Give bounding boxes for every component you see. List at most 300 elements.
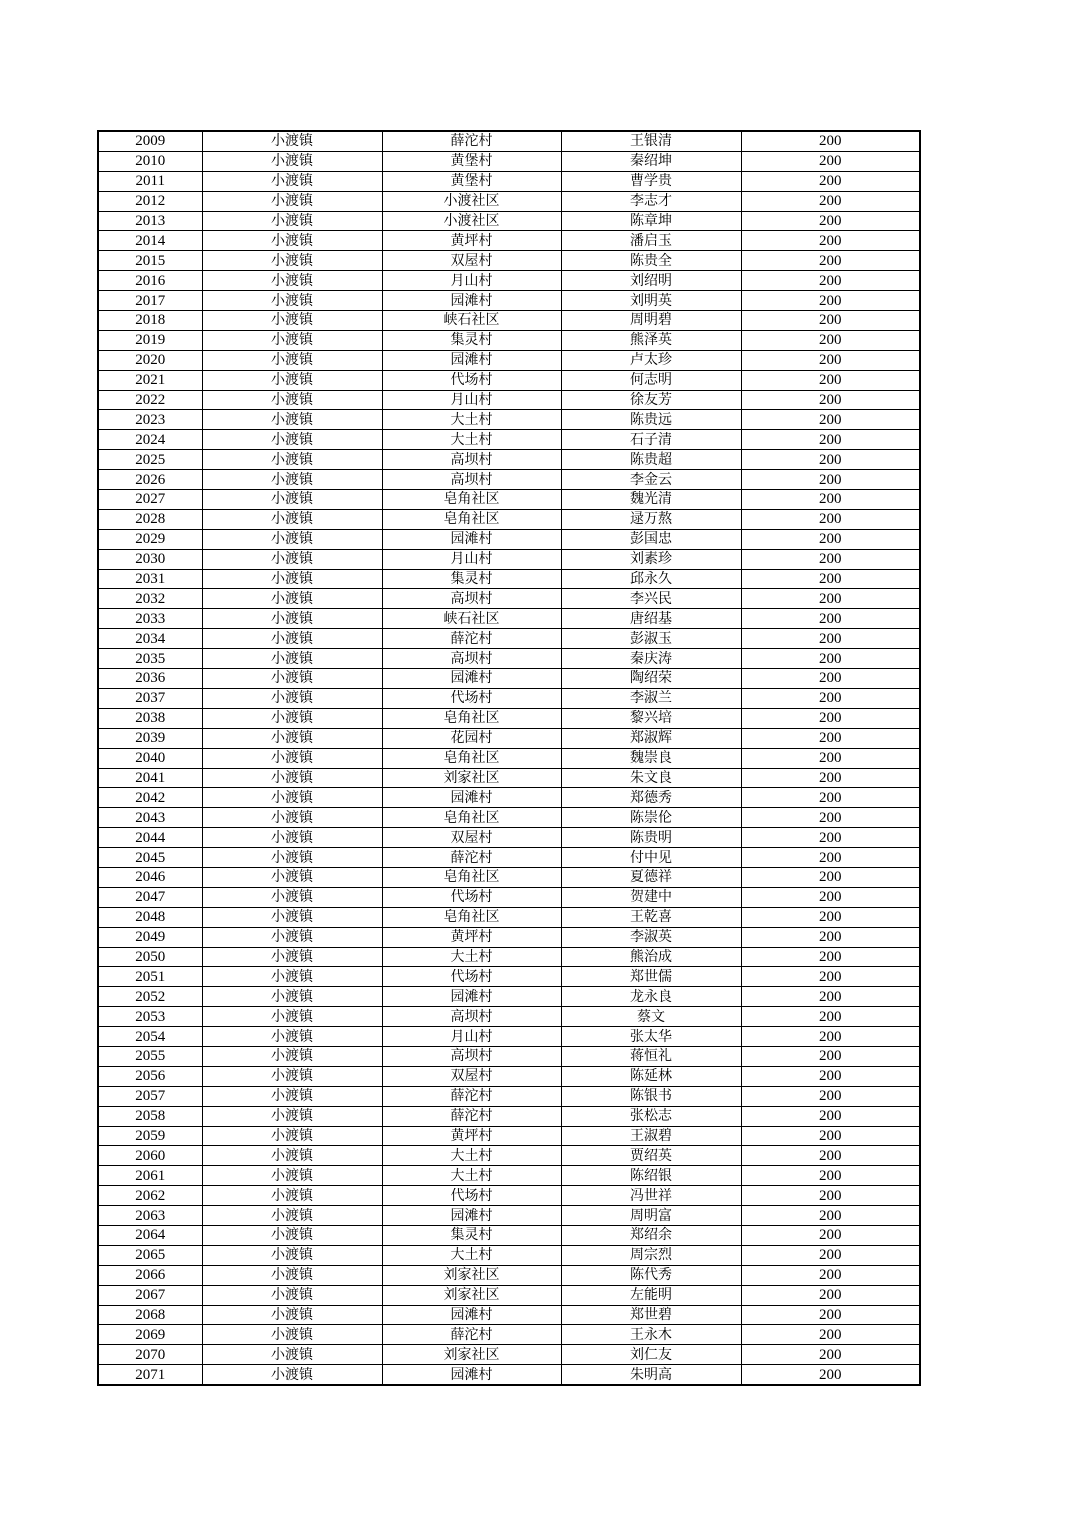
table-row <box>98 549 920 569</box>
table-row <box>98 211 920 231</box>
name-cell: 刘素珍 <box>561 549 741 569</box>
town-cell: 小渡镇 <box>202 1265 382 1285</box>
table-row <box>98 887 920 907</box>
name-cell: 王永木 <box>561 1325 741 1345</box>
serial-number-cell: 2041 <box>98 768 202 788</box>
amount-cell: 200 <box>741 688 920 708</box>
table-row <box>98 1206 920 1226</box>
town-cell: 小渡镇 <box>202 828 382 848</box>
name-cell: 魏崇良 <box>561 748 741 768</box>
amount-cell: 200 <box>741 211 920 231</box>
village-cell: 月山村 <box>382 1027 561 1047</box>
town-cell: 小渡镇 <box>202 927 382 947</box>
amount-cell: 200 <box>741 549 920 569</box>
village-cell: 双屋村 <box>382 1066 561 1086</box>
table-row <box>98 569 920 589</box>
table-row <box>98 688 920 708</box>
serial-number-cell: 2016 <box>98 271 202 291</box>
name-cell: 郑淑辉 <box>561 728 741 748</box>
name-cell: 魏光清 <box>561 490 741 510</box>
amount-cell: 200 <box>741 191 920 211</box>
amount-cell: 200 <box>741 1066 920 1086</box>
table-row <box>98 1186 920 1206</box>
name-cell: 王乾喜 <box>561 907 741 927</box>
table-row <box>98 1046 920 1066</box>
table-row <box>98 330 920 350</box>
name-cell: 李兴民 <box>561 589 741 609</box>
table-row <box>98 1345 920 1365</box>
name-cell: 石子清 <box>561 430 741 450</box>
serial-number-cell: 2014 <box>98 231 202 251</box>
amount-cell: 200 <box>741 430 920 450</box>
amount-cell: 200 <box>741 1027 920 1047</box>
name-cell: 徐友芳 <box>561 390 741 410</box>
village-cell: 黄坪村 <box>382 927 561 947</box>
name-cell: 郑世碧 <box>561 1305 741 1325</box>
table-row <box>98 1225 920 1245</box>
amount-cell: 200 <box>741 947 920 967</box>
table-row <box>98 987 920 1007</box>
serial-number-cell: 2035 <box>98 649 202 669</box>
name-cell: 陈贵超 <box>561 450 741 470</box>
serial-number-cell: 2047 <box>98 887 202 907</box>
name-cell: 卢太珍 <box>561 350 741 370</box>
town-cell: 小渡镇 <box>202 1245 382 1265</box>
village-cell: 大土村 <box>382 430 561 450</box>
table-row <box>98 350 920 370</box>
name-cell: 郑绍余 <box>561 1225 741 1245</box>
town-cell: 小渡镇 <box>202 390 382 410</box>
serial-number-cell: 2054 <box>98 1027 202 1047</box>
serial-number-cell: 2009 <box>98 131 202 151</box>
name-cell: 刘绍明 <box>561 271 741 291</box>
town-cell: 小渡镇 <box>202 151 382 171</box>
village-cell: 双屋村 <box>382 828 561 848</box>
village-cell: 代场村 <box>382 370 561 390</box>
amount-cell: 200 <box>741 768 920 788</box>
data-table <box>97 130 921 1386</box>
serial-number-cell: 2071 <box>98 1365 202 1385</box>
serial-number-cell: 2043 <box>98 808 202 828</box>
name-cell: 陈贵明 <box>561 828 741 848</box>
village-cell: 皂角社区 <box>382 867 561 887</box>
table-row <box>98 748 920 768</box>
town-cell: 小渡镇 <box>202 1007 382 1027</box>
village-cell: 园滩村 <box>382 1305 561 1325</box>
table-row <box>98 251 920 271</box>
amount-cell: 200 <box>741 390 920 410</box>
town-cell: 小渡镇 <box>202 211 382 231</box>
name-cell: 何志明 <box>561 370 741 390</box>
village-cell: 大土村 <box>382 1245 561 1265</box>
name-cell: 郑德秀 <box>561 788 741 808</box>
village-cell: 薛沱村 <box>382 1086 561 1106</box>
town-cell: 小渡镇 <box>202 629 382 649</box>
serial-number-cell: 2064 <box>98 1225 202 1245</box>
table-row <box>98 1126 920 1146</box>
serial-number-cell: 2010 <box>98 151 202 171</box>
village-cell: 代场村 <box>382 887 561 907</box>
serial-number-cell: 2057 <box>98 1086 202 1106</box>
town-cell: 小渡镇 <box>202 887 382 907</box>
amount-cell: 200 <box>741 669 920 689</box>
serial-number-cell: 2021 <box>98 370 202 390</box>
village-cell: 皂角社区 <box>382 708 561 728</box>
amount-cell: 200 <box>741 509 920 529</box>
serial-number-cell: 2034 <box>98 629 202 649</box>
name-cell: 熊泽英 <box>561 330 741 350</box>
serial-number-cell: 2050 <box>98 947 202 967</box>
town-cell: 小渡镇 <box>202 231 382 251</box>
table-row <box>98 1285 920 1305</box>
name-cell: 彭淑玉 <box>561 629 741 649</box>
village-cell: 集灵村 <box>382 569 561 589</box>
amount-cell: 200 <box>741 410 920 430</box>
amount-cell: 200 <box>741 728 920 748</box>
village-cell: 刘家社区 <box>382 1265 561 1285</box>
town-cell: 小渡镇 <box>202 768 382 788</box>
village-cell: 园滩村 <box>382 529 561 549</box>
table-row <box>98 1365 920 1385</box>
serial-number-cell: 2055 <box>98 1046 202 1066</box>
serial-number-cell: 2070 <box>98 1345 202 1365</box>
town-cell: 小渡镇 <box>202 1086 382 1106</box>
serial-number-cell: 2046 <box>98 867 202 887</box>
amount-cell: 200 <box>741 569 920 589</box>
name-cell: 付中见 <box>561 848 741 868</box>
serial-number-cell: 2060 <box>98 1146 202 1166</box>
village-cell: 大土村 <box>382 410 561 430</box>
name-cell: 曹学贵 <box>561 171 741 191</box>
village-cell: 皂角社区 <box>382 808 561 828</box>
village-cell: 高坝村 <box>382 589 561 609</box>
village-cell: 刘家社区 <box>382 768 561 788</box>
village-cell: 集灵村 <box>382 1225 561 1245</box>
village-cell: 代场村 <box>382 688 561 708</box>
serial-number-cell: 2067 <box>98 1285 202 1305</box>
name-cell: 陈贵远 <box>561 410 741 430</box>
amount-cell: 200 <box>741 291 920 311</box>
amount-cell: 200 <box>741 589 920 609</box>
serial-number-cell: 2011 <box>98 171 202 191</box>
serial-number-cell: 2059 <box>98 1126 202 1146</box>
serial-number-cell: 2022 <box>98 390 202 410</box>
name-cell: 朱明高 <box>561 1365 741 1385</box>
serial-number-cell: 2020 <box>98 350 202 370</box>
serial-number-cell: 2066 <box>98 1265 202 1285</box>
name-cell: 刘仁友 <box>561 1345 741 1365</box>
serial-number-cell: 2019 <box>98 330 202 350</box>
town-cell: 小渡镇 <box>202 1325 382 1345</box>
town-cell: 小渡镇 <box>202 131 382 151</box>
name-cell: 蔡文 <box>561 1007 741 1027</box>
table-row <box>98 1305 920 1325</box>
town-cell: 小渡镇 <box>202 987 382 1007</box>
amount-cell: 200 <box>741 529 920 549</box>
amount-cell: 200 <box>741 748 920 768</box>
amount-cell: 200 <box>741 649 920 669</box>
table-row <box>98 410 920 430</box>
town-cell: 小渡镇 <box>202 967 382 987</box>
serial-number-cell: 2044 <box>98 828 202 848</box>
serial-number-cell: 2036 <box>98 669 202 689</box>
village-cell: 高坝村 <box>382 450 561 470</box>
serial-number-cell: 2049 <box>98 927 202 947</box>
name-cell: 朱文良 <box>561 768 741 788</box>
amount-cell: 200 <box>741 1285 920 1305</box>
town-cell: 小渡镇 <box>202 1126 382 1146</box>
amount-cell: 200 <box>741 450 920 470</box>
town-cell: 小渡镇 <box>202 1106 382 1126</box>
village-cell: 大土村 <box>382 1146 561 1166</box>
village-cell: 月山村 <box>382 390 561 410</box>
town-cell: 小渡镇 <box>202 748 382 768</box>
village-cell: 双屋村 <box>382 251 561 271</box>
amount-cell: 200 <box>741 1146 920 1166</box>
serial-number-cell: 2058 <box>98 1106 202 1126</box>
amount-cell: 200 <box>741 987 920 1007</box>
name-cell: 李淑英 <box>561 927 741 947</box>
table-row <box>98 1066 920 1086</box>
amount-cell: 200 <box>741 151 920 171</box>
name-cell: 贺建中 <box>561 887 741 907</box>
table-row <box>98 231 920 251</box>
name-cell: 王银清 <box>561 131 741 151</box>
table-row <box>98 1325 920 1345</box>
town-cell: 小渡镇 <box>202 1285 382 1305</box>
table-row <box>98 151 920 171</box>
table-row <box>98 390 920 410</box>
name-cell: 熊治成 <box>561 947 741 967</box>
amount-cell: 200 <box>741 907 920 927</box>
amount-cell: 200 <box>741 1166 920 1186</box>
town-cell: 小渡镇 <box>202 669 382 689</box>
name-cell: 唐绍基 <box>561 609 741 629</box>
name-cell: 蒋恒礼 <box>561 1046 741 1066</box>
name-cell: 陈崇伦 <box>561 808 741 828</box>
name-cell: 李金云 <box>561 470 741 490</box>
name-cell: 陈代秀 <box>561 1265 741 1285</box>
serial-number-cell: 2023 <box>98 410 202 430</box>
table-row <box>98 1166 920 1186</box>
town-cell: 小渡镇 <box>202 1345 382 1365</box>
town-cell: 小渡镇 <box>202 808 382 828</box>
table-body <box>98 131 920 1385</box>
amount-cell: 200 <box>741 330 920 350</box>
table-row <box>98 1245 920 1265</box>
name-cell: 李淑兰 <box>561 688 741 708</box>
name-cell: 陶绍荣 <box>561 669 741 689</box>
amount-cell: 200 <box>741 470 920 490</box>
town-cell: 小渡镇 <box>202 171 382 191</box>
name-cell: 郑世儒 <box>561 967 741 987</box>
town-cell: 小渡镇 <box>202 330 382 350</box>
name-cell: 陈绍银 <box>561 1166 741 1186</box>
table-row <box>98 311 920 331</box>
table-row <box>98 490 920 510</box>
table-row <box>98 1007 920 1027</box>
amount-cell: 200 <box>741 708 920 728</box>
village-cell: 皂角社区 <box>382 748 561 768</box>
town-cell: 小渡镇 <box>202 350 382 370</box>
village-cell: 黄堡村 <box>382 171 561 191</box>
table-row <box>98 1265 920 1285</box>
table-row <box>98 131 920 151</box>
town-cell: 小渡镇 <box>202 848 382 868</box>
table-row <box>98 848 920 868</box>
serial-number-cell: 2027 <box>98 490 202 510</box>
serial-number-cell: 2063 <box>98 1206 202 1226</box>
amount-cell: 200 <box>741 370 920 390</box>
village-cell: 黄坪村 <box>382 1126 561 1146</box>
serial-number-cell: 2053 <box>98 1007 202 1027</box>
name-cell: 秦绍坤 <box>561 151 741 171</box>
village-cell: 园滩村 <box>382 1206 561 1226</box>
table-row <box>98 927 920 947</box>
town-cell: 小渡镇 <box>202 1365 382 1385</box>
name-cell: 左能明 <box>561 1285 741 1305</box>
name-cell: 潘启玉 <box>561 231 741 251</box>
serial-number-cell: 2045 <box>98 848 202 868</box>
name-cell: 彭国忠 <box>561 529 741 549</box>
town-cell: 小渡镇 <box>202 271 382 291</box>
town-cell: 小渡镇 <box>202 1066 382 1086</box>
name-cell: 刘明英 <box>561 291 741 311</box>
table-row <box>98 708 920 728</box>
serial-number-cell: 2042 <box>98 788 202 808</box>
village-cell: 薛沱村 <box>382 848 561 868</box>
amount-cell: 200 <box>741 1126 920 1146</box>
amount-cell: 200 <box>741 1106 920 1126</box>
name-cell: 陈章坤 <box>561 211 741 231</box>
town-cell: 小渡镇 <box>202 1206 382 1226</box>
table-row <box>98 589 920 609</box>
town-cell: 小渡镇 <box>202 291 382 311</box>
town-cell: 小渡镇 <box>202 529 382 549</box>
town-cell: 小渡镇 <box>202 907 382 927</box>
serial-number-cell: 2029 <box>98 529 202 549</box>
amount-cell: 200 <box>741 1186 920 1206</box>
table-row <box>98 1146 920 1166</box>
village-cell: 黄堡村 <box>382 151 561 171</box>
amount-cell: 200 <box>741 788 920 808</box>
table-row <box>98 649 920 669</box>
serial-number-cell: 2040 <box>98 748 202 768</box>
amount-cell: 200 <box>741 1305 920 1325</box>
village-cell: 黄坪村 <box>382 231 561 251</box>
village-cell: 薛沱村 <box>382 1106 561 1126</box>
amount-cell: 200 <box>741 231 920 251</box>
village-cell: 薛沱村 <box>382 629 561 649</box>
name-cell: 龙永良 <box>561 987 741 1007</box>
village-cell: 高坝村 <box>382 1007 561 1027</box>
town-cell: 小渡镇 <box>202 430 382 450</box>
table-row <box>98 1086 920 1106</box>
amount-cell: 200 <box>741 887 920 907</box>
serial-number-cell: 2018 <box>98 311 202 331</box>
town-cell: 小渡镇 <box>202 1305 382 1325</box>
town-cell: 小渡镇 <box>202 728 382 748</box>
serial-number-cell: 2068 <box>98 1305 202 1325</box>
village-cell: 园滩村 <box>382 1365 561 1385</box>
amount-cell: 200 <box>741 1046 920 1066</box>
town-cell: 小渡镇 <box>202 450 382 470</box>
village-cell: 园滩村 <box>382 291 561 311</box>
serial-number-cell: 2013 <box>98 211 202 231</box>
serial-number-cell: 2028 <box>98 509 202 529</box>
town-cell: 小渡镇 <box>202 1186 382 1206</box>
amount-cell: 200 <box>741 1325 920 1345</box>
table-row <box>98 808 920 828</box>
town-cell: 小渡镇 <box>202 490 382 510</box>
name-cell: 邱永久 <box>561 569 741 589</box>
amount-cell: 200 <box>741 1206 920 1226</box>
village-cell: 月山村 <box>382 271 561 291</box>
town-cell: 小渡镇 <box>202 1046 382 1066</box>
amount-cell: 200 <box>741 350 920 370</box>
serial-number-cell: 2048 <box>98 907 202 927</box>
amount-cell: 200 <box>741 609 920 629</box>
serial-number-cell: 2032 <box>98 589 202 609</box>
table-row <box>98 768 920 788</box>
town-cell: 小渡镇 <box>202 569 382 589</box>
village-cell: 大土村 <box>382 947 561 967</box>
amount-cell: 200 <box>741 1345 920 1365</box>
serial-number-cell: 2026 <box>98 470 202 490</box>
village-cell: 大土村 <box>382 1166 561 1186</box>
village-cell: 刘家社区 <box>382 1345 561 1365</box>
table-row <box>98 907 920 927</box>
town-cell: 小渡镇 <box>202 251 382 271</box>
town-cell: 小渡镇 <box>202 470 382 490</box>
table-row <box>98 867 920 887</box>
village-cell: 小渡社区 <box>382 211 561 231</box>
name-cell: 陈延林 <box>561 1066 741 1086</box>
village-cell: 峡石社区 <box>382 609 561 629</box>
town-cell: 小渡镇 <box>202 191 382 211</box>
name-cell: 王淑碧 <box>561 1126 741 1146</box>
amount-cell: 200 <box>741 967 920 987</box>
name-cell: 贾绍英 <box>561 1146 741 1166</box>
amount-cell: 200 <box>741 867 920 887</box>
village-cell: 高坝村 <box>382 1046 561 1066</box>
serial-number-cell: 2065 <box>98 1245 202 1265</box>
table-row <box>98 470 920 490</box>
name-cell: 张松志 <box>561 1106 741 1126</box>
serial-number-cell: 2061 <box>98 1166 202 1186</box>
amount-cell: 200 <box>741 828 920 848</box>
amount-cell: 200 <box>741 271 920 291</box>
serial-number-cell: 2015 <box>98 251 202 271</box>
amount-cell: 200 <box>741 131 920 151</box>
serial-number-cell: 2052 <box>98 987 202 1007</box>
serial-number-cell: 2039 <box>98 728 202 748</box>
town-cell: 小渡镇 <box>202 708 382 728</box>
amount-cell: 200 <box>741 171 920 191</box>
name-cell: 李志才 <box>561 191 741 211</box>
table-row <box>98 828 920 848</box>
table-row <box>98 370 920 390</box>
serial-number-cell: 2025 <box>98 450 202 470</box>
village-cell: 皂角社区 <box>382 490 561 510</box>
village-cell: 高坝村 <box>382 470 561 490</box>
table-row <box>98 171 920 191</box>
amount-cell: 200 <box>741 490 920 510</box>
town-cell: 小渡镇 <box>202 1146 382 1166</box>
amount-cell: 200 <box>741 1365 920 1385</box>
name-cell: 冯世祥 <box>561 1186 741 1206</box>
table-row <box>98 629 920 649</box>
